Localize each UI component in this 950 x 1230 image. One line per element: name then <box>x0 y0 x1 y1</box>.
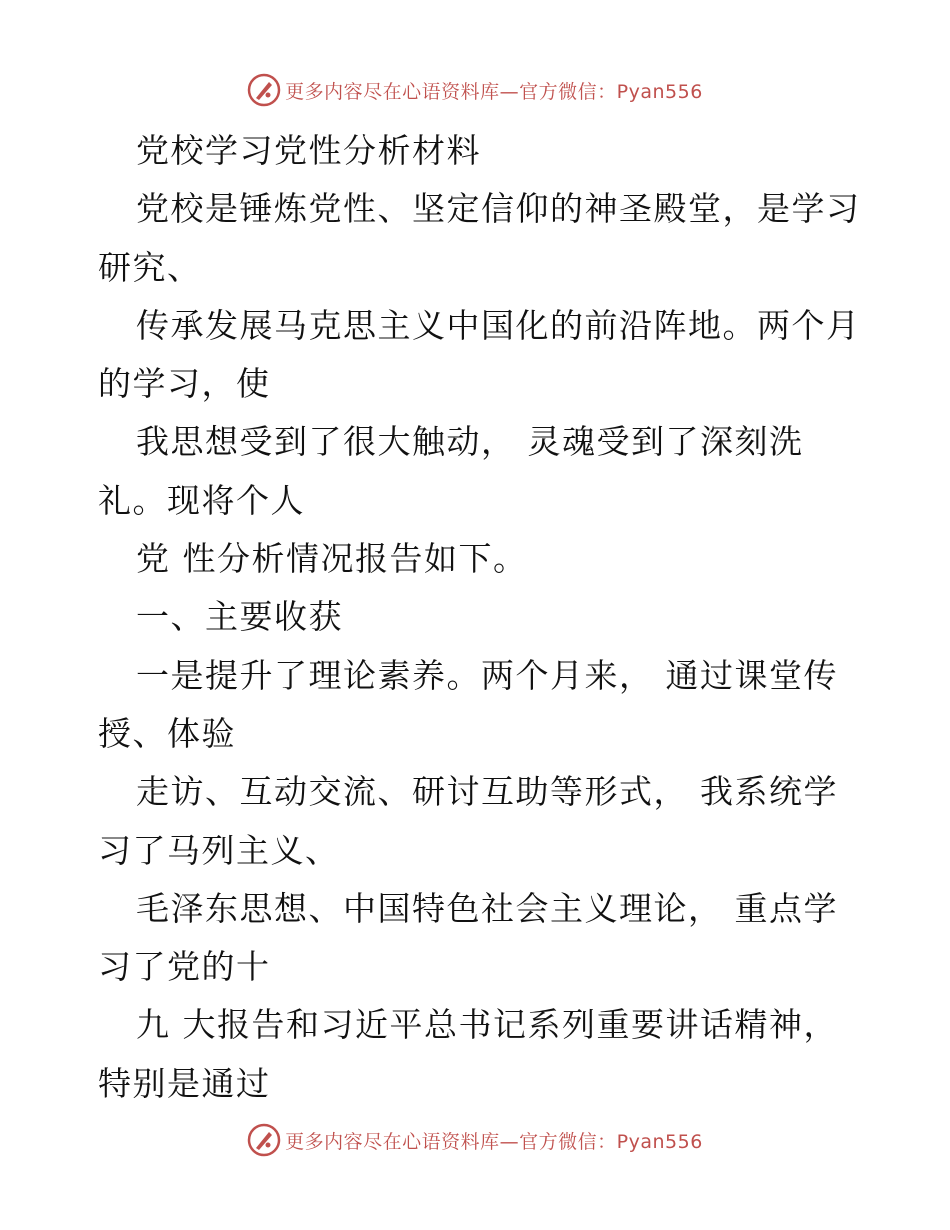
paragraph-line: 党校是锤炼党性、坚定信仰的神圣殿堂，是学习 <box>136 189 861 229</box>
paragraph-line: 习了马列主义、 <box>98 830 340 870</box>
footer-banner <box>0 1118 950 1162</box>
paragraph-line: 的学习，使 <box>98 364 271 404</box>
document-body <box>98 122 861 1113</box>
paragraph-line: 礼。现将个人 <box>98 480 305 520</box>
paragraph-line: 习了党的十 <box>98 947 271 987</box>
document-title: 党校学习党性分析材料 <box>136 131 481 170</box>
header-banner-text: 更多内容尽在心语资料库—官方微信：Pyan556 <box>285 80 703 103</box>
paragraph-line: 九 大报告和习近平总书记系列重要讲话精神， <box>136 1005 838 1045</box>
paragraph-line: 我思想受到了很大触动， 灵魂受到了深刻洗 <box>136 422 804 462</box>
paragraph-line: 研究、 <box>98 247 202 287</box>
quill-pen-logo-icon <box>247 73 281 107</box>
paragraph-line: 授、体验 <box>98 713 236 753</box>
header-banner <box>0 68 950 112</box>
paragraph-line: 一是提升了理论素养。两个月来， 通过课堂传 <box>136 655 838 695</box>
paragraph-line: 党 性分析情况报告如下。 <box>136 539 528 579</box>
paragraph-line: 毛泽东思想、中国特色社会主义理论， 重点学 <box>136 888 838 928</box>
section-heading: 一、主要收获 <box>136 597 343 637</box>
paragraph-line: 走访、互动交流、研讨互助等形式， 我系统学 <box>136 772 838 812</box>
footer-banner-text: 更多内容尽在心语资料库—官方微信：Pyan556 <box>285 1130 703 1153</box>
paragraph-line: 特别是通过 <box>98 1063 271 1103</box>
paragraph-line: 传承发展马克思主义中国化的前沿阵地。两个月 <box>136 305 861 345</box>
quill-pen-logo-icon <box>247 1123 281 1157</box>
